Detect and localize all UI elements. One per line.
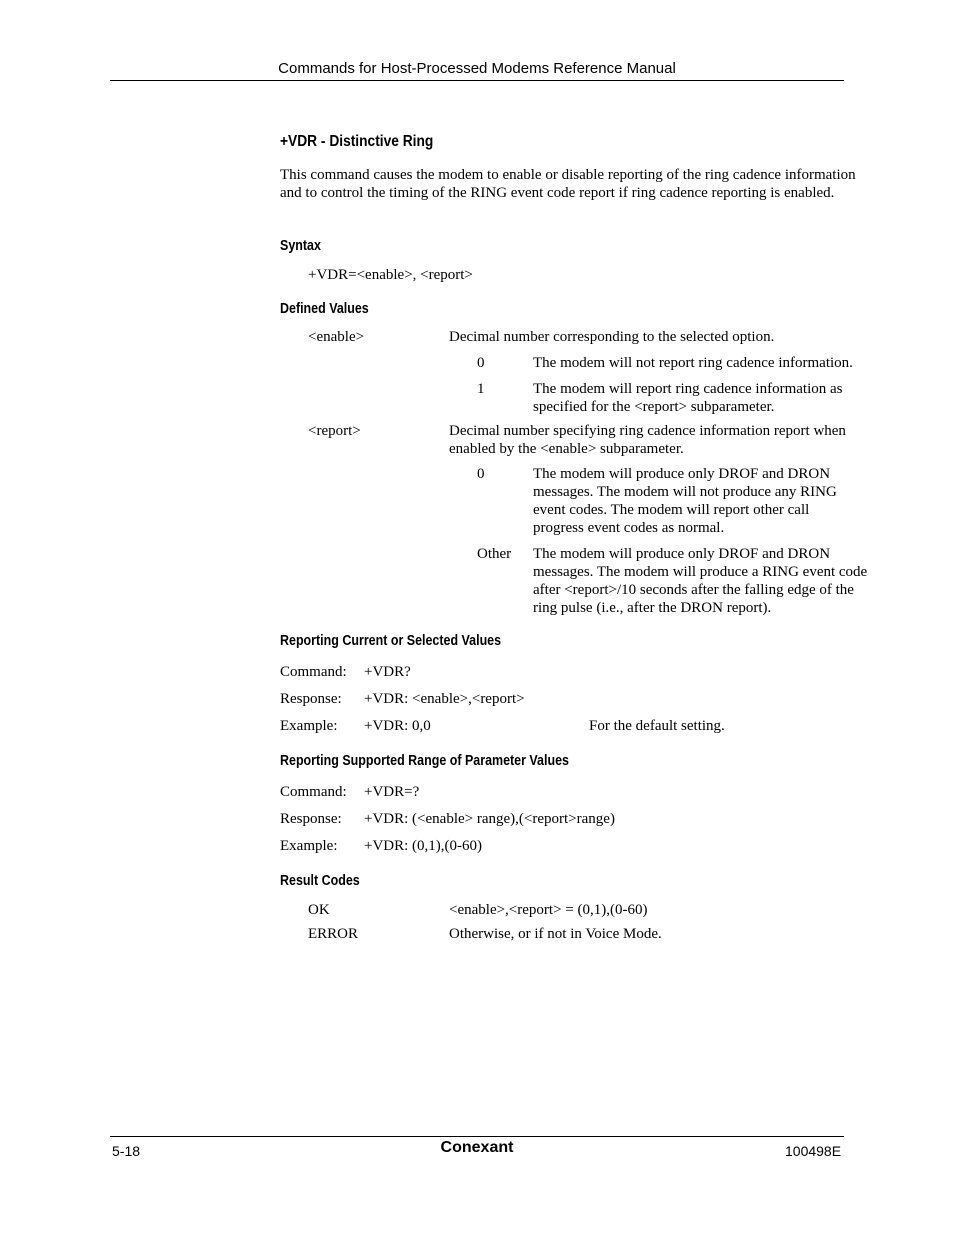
enable-option-desc: The modem will not report ring cadence information. (533, 355, 853, 371)
response-value: +VDR: (<enable> range),(<report>range) (364, 811, 615, 827)
example-value: +VDR: (0,1),(0-60) (364, 838, 483, 854)
command-label: Command: (280, 784, 347, 800)
example-label: Example: (280, 838, 338, 854)
reporting-range-heading: Reporting Supported Range of Parameter Values (280, 753, 569, 769)
response-label: Response: (280, 811, 342, 827)
footer-brand: Conexant (440, 1139, 514, 1156)
result-codes-heading: Result Codes (280, 873, 360, 889)
syntax-text: +VDR=<enable>, <report> (308, 267, 473, 283)
syntax-heading: Syntax (280, 238, 321, 254)
header-rule (110, 80, 844, 81)
command-label: Command: (280, 664, 347, 680)
example-value: +VDR: 0,0 (364, 718, 431, 734)
param-report-desc: Decimal number specifying ring cadence information report when enabled by the <enable> subparameter. (449, 423, 846, 457)
enable-option-value: 0 (477, 355, 485, 371)
report-option-desc: The modem will produce only DROF and DRON messages. The modem will not produce any RING event codes. The modem will report other call progress event codes as normal. (533, 466, 837, 536)
response-label: Response: (280, 691, 342, 707)
report-option-desc: The modem will produce only DROF and DRON messages. The modem will produce a RING event code after <report>/10 seconds after the falling edge of the ring pulse (i.e., after the DRON report). (533, 546, 868, 616)
defined-values-heading: Defined Values (280, 301, 369, 317)
section-title: +VDR - Distinctive Ring (280, 133, 434, 150)
param-enable-desc: Decimal number corresponding to the selected option. (449, 329, 775, 345)
result-code-desc: <enable>,<report> = (0,1),(0-60) (449, 902, 648, 918)
command-value: +VDR=? (364, 784, 420, 800)
param-enable-name: <enable> (308, 329, 365, 345)
footer-rule (110, 1136, 844, 1137)
report-option-value: Other (477, 546, 512, 562)
result-code: OK (308, 902, 330, 918)
page-number: 5-18 (112, 1143, 141, 1159)
enable-option-value: 1 (477, 381, 485, 397)
example-note: For the default setting. (589, 718, 725, 734)
enable-option-desc: The modem will report ring cadence information as specified for the <report> subparameter. (533, 381, 843, 415)
example-label: Example: (280, 718, 338, 734)
command-value: +VDR? (364, 664, 411, 680)
report-option-value: 0 (477, 466, 485, 482)
section-intro: This command causes the modem to enable or disable reporting of the ring cadence information and to control the timing of the RING event code report if ring cadence reporting is enabled. (280, 167, 856, 201)
param-report-name: <report> (308, 423, 361, 439)
result-code: ERROR (308, 926, 359, 942)
running-header-title: Commands for Host-Processed Modems Reference Manual (278, 60, 676, 77)
reporting-current-heading: Reporting Current or Selected Values (280, 633, 502, 649)
document-number: 100498E (785, 1143, 842, 1159)
response-value: +VDR: <enable>,<report> (364, 691, 525, 707)
result-code-desc: Otherwise, or if not in Voice Mode. (449, 926, 662, 942)
